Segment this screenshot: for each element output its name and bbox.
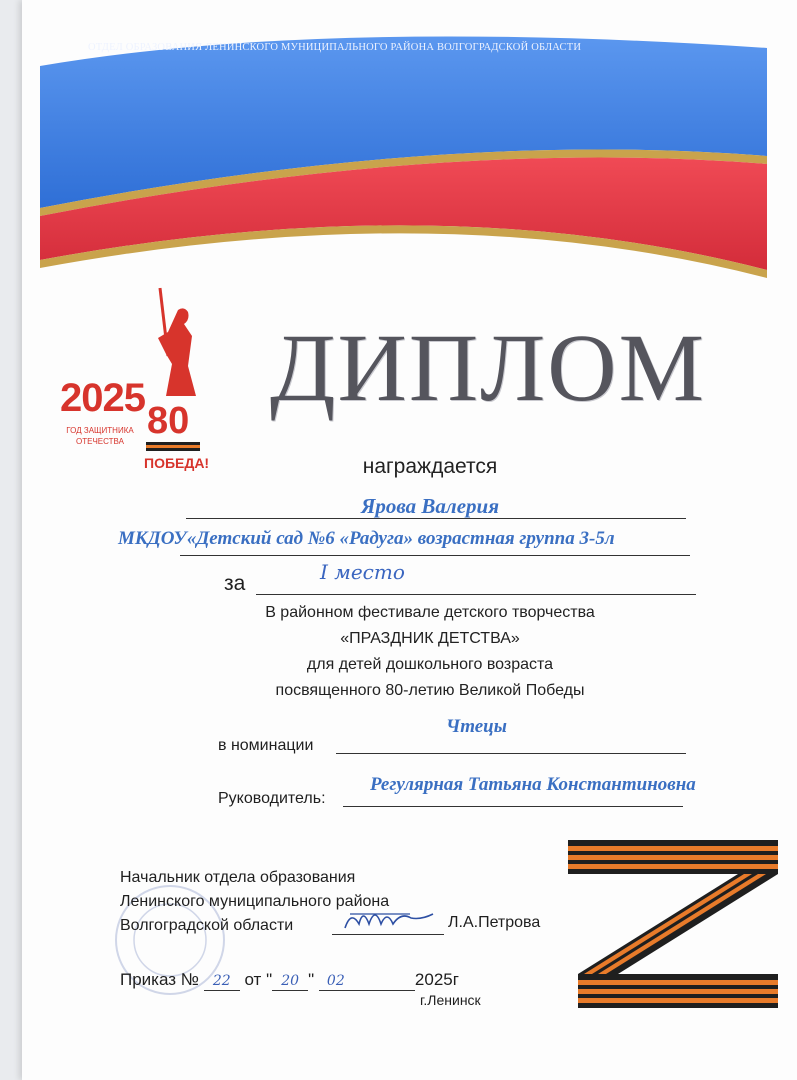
order-month: 02 [326, 973, 345, 989]
festival-line1: В районном фестивале детского творчества [265, 604, 595, 621]
order-from-label: от [244, 970, 262, 989]
leader-name: Регулярная Татьяна Константиновна [370, 774, 696, 795]
logo-victory: ПОБЕДА! [144, 455, 210, 471]
recipient-organization: МКДОУ«Детский сад №6 «Радуга» возрастная группа 3-5л [118, 528, 615, 549]
for-label: за [224, 572, 246, 595]
order-number-field [204, 970, 240, 991]
logo-subtitle [60, 425, 140, 447]
logo-anniversary: 80 [147, 400, 190, 442]
leader-underline [343, 806, 683, 807]
place-underline [256, 594, 696, 595]
order-line: Приказ № 22 от " 20 " 02 2025г [120, 970, 459, 989]
nomination-value: Чтецы [446, 716, 507, 737]
handwritten-signature [340, 906, 440, 936]
festival-line4: посвященного 80-летию Великой Победы [275, 682, 585, 699]
order-label: Приказ № [120, 970, 199, 989]
logo-subtitle-line1: ГОД ЗАЩИТНИКА [66, 426, 134, 435]
st-george-ribbon-z-icon [568, 840, 782, 1010]
signature-line2: Ленинского муниципального района [120, 893, 390, 910]
logo-subtitle-line2: ОТЕЧЕСТВА [76, 437, 124, 446]
signatory-name: Л.А.Петрова [448, 914, 541, 931]
order-month-field [319, 970, 415, 991]
signature-line1: Начальник отдела образования [120, 869, 356, 886]
organization-underline [180, 555, 690, 556]
logo-ribbon-icon [146, 442, 200, 452]
place-value: I место [320, 560, 405, 584]
tricolor-banner [22, 18, 782, 288]
order-day-field [272, 970, 308, 991]
recipient-underline [186, 518, 686, 519]
header-organization: ОТДЕЛ ОБРАЗОВАНИЯ ЛЕНИНСКОГО МУНИЦИПАЛЬНОГО РАЙОНА ВОЛГОГРАДСКОЙ ОБЛАСТИ [88, 42, 582, 53]
order-year: 2025г [414, 970, 459, 989]
signature-line3: Волгоградской области [120, 917, 294, 934]
order-day: 20 [281, 973, 300, 989]
festival-line3: для детей дошкольного возраста [306, 656, 554, 673]
nomination-label: в номинации [218, 737, 314, 754]
motherland-statue-icon [148, 286, 204, 406]
order-number: 22 [212, 973, 231, 989]
festival-line2: «ПРАЗДНИК ДЕТСТВА» [340, 630, 520, 647]
diploma-title: ДИПЛОМ [270, 314, 706, 421]
leader-label: Руководитель: [218, 790, 326, 807]
logo-year: 2025 [60, 376, 145, 420]
recipient-name: Ярова Валерия [360, 494, 500, 518]
awarded-label: награждается [362, 455, 498, 478]
nomination-underline [336, 753, 686, 754]
order-city: г.Ленинск [420, 992, 481, 1008]
